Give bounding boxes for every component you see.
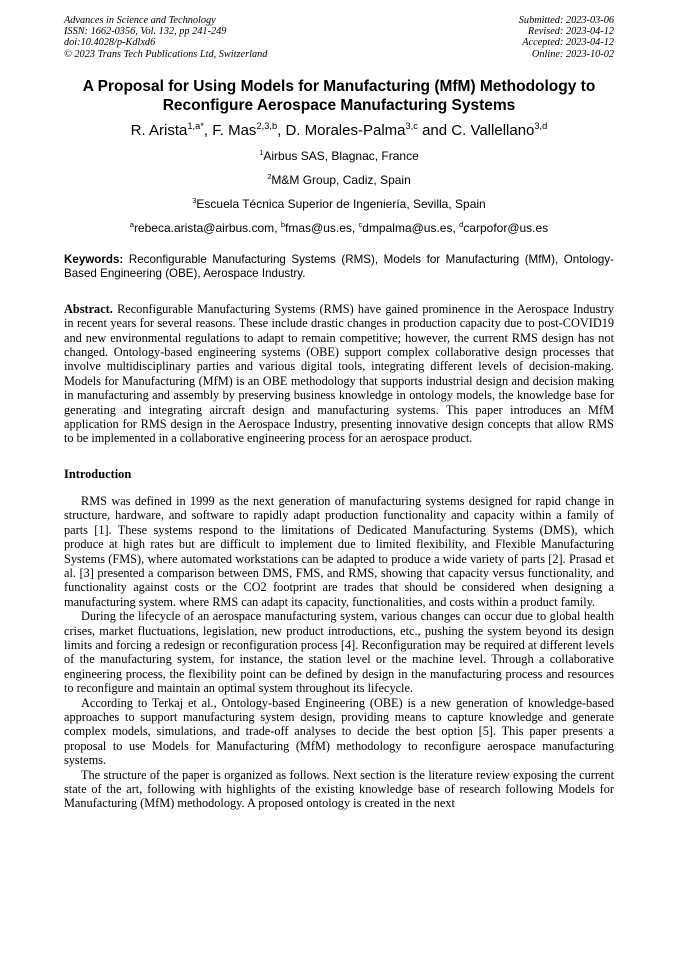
abstract-block	[64, 302, 614, 446]
paragraph: The structure of the paper is organized as follows. Next section is the literature review exposing the current state of the art, following with highlights of the existing knowledge base of research following Models for Manufacturing (MfM) methodology. A proposed ontology is created in the next	[64, 767, 614, 811]
keywords-block	[64, 253, 614, 281]
introduction-body	[64, 494, 614, 811]
doi-line: doi:10.4028/p-Kdlxd6	[64, 37, 156, 49]
online-date: Online: 2023-10-02	[531, 48, 614, 60]
keywords-text: Reconfigurable Manufacturing Systems (RMS), Models for Manufacturing (MfM), Ontology-Based Engineering (OBE), Aerospace Industry.	[64, 252, 614, 280]
affiliation-1: $^1$Airbus SAS, Blagnac, France	[259, 147, 419, 163]
revised-date: Revised: 2023-04-12	[527, 26, 614, 38]
introduction-heading: Introduction	[64, 466, 132, 481]
paragraph: During the lifecycle of an aerospace manufacturing system, various changes can occur due to global health crises, market fluctuations, legislation, new product introductions, etc., pushing the system beyond its design limits and forcing a redesign or reconfiguration process [4]. Reconfiguration may be required at different levels of the manufacturing system, for instance, the station level or the machine level. Through a collaborative engineering process, the flexibility point can be defined by design in the manufacturing process and resources to reconfigure and maintain an optimal system throughout its lifecycle.	[64, 609, 614, 696]
journal-name: Advances in Science and Technology	[64, 15, 216, 26]
abstract-text: Reconfigurable Manufacturing Systems (RMS) have gained prominence in the Aerospace Industry in recent years for several reasons. These include drastic changes in production capacity due to post-COVID19 and new environmental regulations to adapt to remain competitive; however, the current RMS design has not changed. Ontology-based engineering systems (OBE) support complex collaborative design processes that involve multidisciplinary parties and various digital tools, integrating different levels of decision-making. Models for Manufacturing (MfM) is an OBE methodology that supports industrial design and decision making in manufacturing and assembly by preserving business knowledge in ontology models, the knowledge base for generating and integrating aircraft design and manufacturing systems. This paper introduces an MfM application for RMS design in the Aerospace Industry, presenting innovative design concepts that allow RMS to be implemented in a collaborative engineering process for an aerospace product.	[64, 301, 614, 446]
author-list	[64, 121, 614, 139]
date-info	[519, 15, 614, 60]
email[interactable]: $^c$dmpalma@us.es	[358, 219, 453, 235]
email[interactable]: $^b$fmas@us.es	[280, 219, 352, 235]
issn-line: ISSN: 1662-0356, Vol. 132, pp 241-249	[64, 26, 227, 38]
email[interactable]: $^a$rebeca.arista@airbus.com	[129, 219, 275, 235]
email-list: $^a$rebeca.arista@airbus.com, $^b$fmas@us.es, $^c$dmpalma@us.es, $^d$carpofor@us.es	[129, 219, 549, 235]
page-header	[64, 15, 614, 60]
paper-title: A Proposal for Using Models for Manufacturing (MfM) Methodology to Reconfigure Aerospace Manufacturing Systems	[82, 77, 596, 114]
abstract-label: Abstract.	[64, 301, 113, 316]
copyright-line: © 2023 Trans Tech Publications Ltd, Switzerland	[64, 48, 268, 60]
author: D. Morales-Palma$^{3,c}$ and	[285, 120, 452, 139]
paragraph: According to Terkaj et al., Ontology-based Engineering (OBE) is a new generation of knowledge-based approaches to support manufacturing system design, providing means to capture knowledge and generate complex models, simulations, and trade-off analyses to decide the best option [5]. This paper presents a proposal to use Models for Manufacturing (MfM) methodology to reconfigure aerospace manufacturing systems.	[64, 695, 614, 768]
email[interactable]: $^d$carpofor@us.es	[459, 219, 549, 235]
author: F. Mas$^{2,3,b}$,	[212, 120, 286, 139]
submitted-date: Submitted: 2023-03-06	[518, 15, 614, 26]
paragraph: RMS was defined in 1999 as the next generation of manufacturing systems designed for rapid change in structure, hardware, and software to rapidly adapt production functionality and capacity within a family of parts [1]. These systems respond to the limitations of Dedicated Manufacturing Systems (DMS), which produce at high rates but are difficult to implement due to limited flexibility, and Flexible Manufacturing Systems (FMS), where automated workstations can be adapted to produce a wide variety of parts [2]. Prasad et al. [3] presented a comparison between DMS, FMS, and RMS, showing that capacity versus functionality, and functionality against costs or the CO2 footprint are trades that should be considered when designing a manufacturing system. where RMS can adapt its capacity, functionalities, and costs within a product family.	[64, 493, 614, 609]
author: C. Vallellano$^{3,d}$	[451, 120, 548, 139]
keywords-label: Keywords:	[64, 252, 124, 266]
author: R. Arista$^{1,a*}$,	[130, 120, 213, 139]
journal-info	[64, 15, 267, 60]
affiliation-2: $^2$M&M Group, Cadiz, Spain	[267, 171, 411, 187]
accepted-date: Accepted: 2023-04-12	[522, 37, 614, 49]
affiliation-3: $^3$Escuela Técnica Superior de Ingeniería, Sevilla, Spain	[192, 195, 486, 211]
